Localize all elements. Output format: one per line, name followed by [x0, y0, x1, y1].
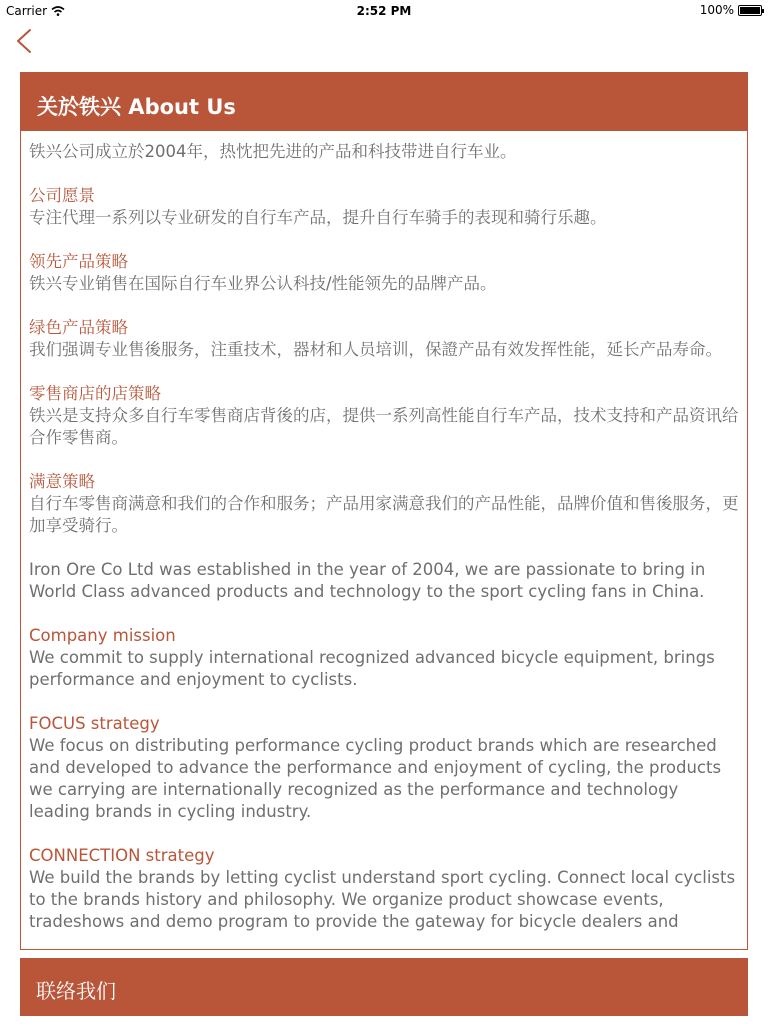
- section-title: 公司愿景: [29, 186, 95, 205]
- section-text: 铁兴是支持众多自行车零售商店背後的店，提供一系列高性能自行车产品，技术支持和产品资讯给合作零售商。: [29, 406, 739, 447]
- chevron-left-icon: [12, 26, 40, 56]
- section-title: 绿色产品策略: [29, 318, 128, 337]
- battery-icon: [738, 5, 762, 16]
- section-cn: [29, 185, 739, 229]
- section-cn: [29, 317, 739, 361]
- section-title: 领先产品策略: [29, 252, 128, 271]
- section-text: 我们强调专业售後服务，注重技术，器材和人员培训，保證产品有效发挥性能，延长产品寿命。: [29, 340, 722, 359]
- about-content[interactable]: [21, 131, 747, 949]
- status-time: 2:52 PM: [356, 4, 412, 18]
- section-cn: [29, 383, 739, 449]
- section-text: We build the brands by letting cyclist understand sport cycling. Connect local cyclists to the brands history and philosophy. We organize product showcase events, tradeshows and demo program to provide the gateway for bicycle dealers and: [29, 868, 736, 931]
- page-title: 关於铁兴 About Us: [21, 73, 747, 131]
- section-en: [29, 625, 739, 691]
- section-en: [29, 845, 739, 933]
- section-title: 零售商店的店策略: [29, 384, 161, 403]
- intro-cn-text: 铁兴公司成立於2004年，热忱把先进的产品和科技带进自行车业。: [29, 142, 517, 161]
- section-text: 铁兴专业销售在国际自行车业界公认科技/性能领先的品牌产品。: [29, 274, 497, 293]
- section-text: We focus on distributing performance cycling product brands which are researched and developed to advance the performance and enjoyment of cycling, the products we carrying are internationally recognized as the performance and technology leading brands in cycling industry.: [29, 736, 722, 821]
- section-title: Company mission: [29, 626, 176, 645]
- contact-us-label: 联络我们: [36, 979, 116, 1003]
- intro-en: [29, 559, 739, 603]
- section-text: We commit to supply international recognized advanced bicycle equipment, brings performance and enjoyment to cyclists.: [29, 648, 715, 689]
- section-title: CONNECTION strategy: [29, 846, 215, 865]
- status-bar: [0, 0, 768, 22]
- carrier-label: Carrier: [6, 4, 48, 18]
- section-en: [29, 713, 739, 823]
- back-button[interactable]: [12, 26, 40, 56]
- battery-info: [700, 3, 762, 17]
- section-title: FOCUS strategy: [29, 714, 160, 733]
- battery-percent: 100%: [699, 3, 734, 17]
- section-cn: [29, 471, 739, 537]
- section-title: 满意策略: [29, 472, 95, 491]
- intro-en-text: Iron Ore Co Ltd was established in the year of 2004, we are passionate to bring in World Class advanced products and technology to the sport cycling fans in China.: [29, 560, 706, 601]
- intro-cn: [29, 141, 739, 163]
- section-cn: [29, 251, 739, 295]
- contact-us-button[interactable]: [20, 958, 748, 1016]
- section-text: 自行车零售商满意和我们的合作和服务；产品用家满意我们的产品性能，品牌价值和售後服务，更加享受骑行。: [29, 494, 739, 535]
- section-text: 专注代理一系列以专业研发的自行车产品，提升自行车骑手的表现和骑行乐趣。: [29, 208, 607, 227]
- about-panel: [20, 72, 748, 950]
